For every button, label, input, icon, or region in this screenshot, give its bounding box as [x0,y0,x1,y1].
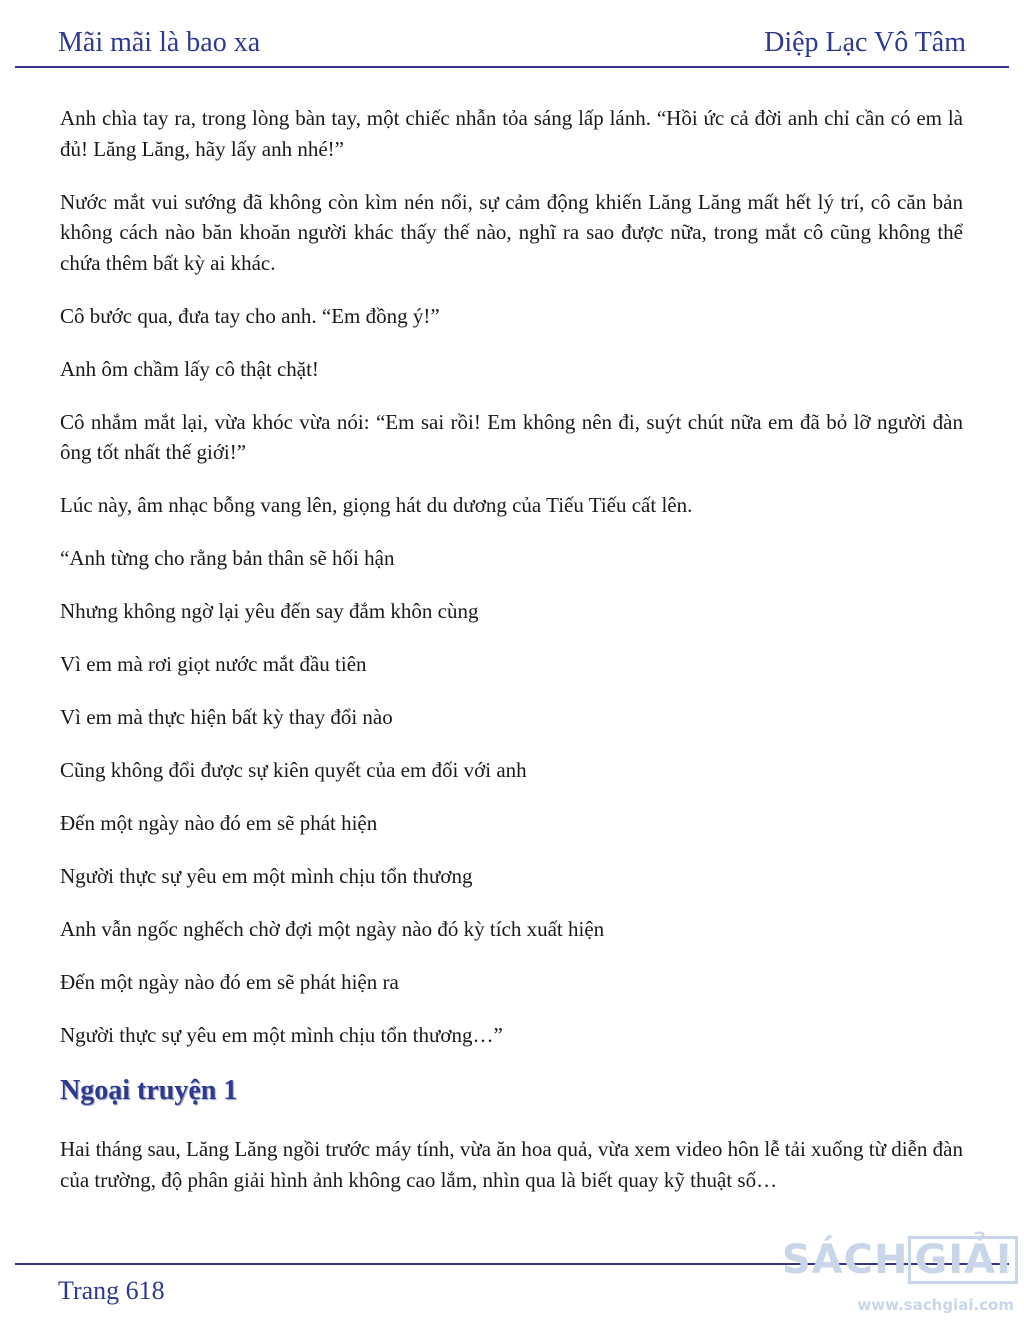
section-heading: Ngoại truyện 1 [60,1075,238,1106]
page-number: Trang 618 [58,1276,165,1305]
page-content [60,103,963,1218]
paragraph: Lúc này, âm nhạc bỗng vang lên, giọng hát du dương của Tiếu Tiếu cất lên. [60,493,693,517]
paragraph: Cô bước qua, đưa tay cho anh. “Em đồng ý!” [60,303,440,328]
paragraph: Nước mắt vui sướng đã không còn kìm nén nổi, sự cảm động khiến Lăng Lăng mất hết lý trí, cô căn bản không cách nào băn khoăn người khác thấy thế nào, nghĩ ra sao được nữa, trong mắt cô cũng không thể chứa thêm bất kỳ ai khác. [60,189,963,275]
lyric-line: Đến một ngày nào đó em sẽ phát hiện ra [60,970,399,994]
author-name: Diệp Lạc Vô Tâm [764,27,966,58]
watermark-logo-part1: SÁCH [781,1237,909,1283]
lyric-line: Người thực sự yêu em một mình chịu tổn thương…” [60,1023,503,1047]
lyric-line: “Anh từng cho rằng bản thân sẽ hối hận [60,546,395,570]
watermark-logo [781,1226,1018,1321]
lyric-line: Nhưng không ngờ lại yêu đến say đắm khôn cùng [60,599,479,623]
lyric-line: Vì em mà thực hiện bất kỳ thay đổi nào [60,705,393,729]
paragraph: Cô nhắm mắt lại, vừa khóc vừa nói: “Em sai rồi! Em không nên đi, suýt chút nữa em đã bỏ lỡ người đàn ông tốt nhất thế giới!” [60,409,963,464]
watermark-logo-text [782,1236,1018,1284]
lyric-line: Anh vẫn ngốc nghếch chờ đợi một ngày nào đó kỳ tích xuất hiện [60,917,605,941]
page-header [15,22,1009,68]
book-title: Mãi mãi là bao xa [58,27,261,58]
lyric-line: Người thực sự yêu em một mình chịu tổn thương [60,864,473,888]
lyric-line: Vì em mà rơi giọt nước mắt đầu tiên [60,652,367,676]
paragraph: Anh chìa tay ra, trong lòng bàn tay, một chiếc nhẫn tỏa sáng lấp lánh. “Hồi ức cả đời anh chỉ cần có em là đủ! Lăng Lăng, hãy lấy anh nhé!” [60,106,963,161]
lyric-line: Cũng không đổi được sự kiên quyết của em đối với anh [60,758,527,782]
lyric-line: Đến một ngày nào đó em sẽ phát hiện [60,811,378,835]
paragraph: Anh ôm chầm lấy cô thật chặt! [60,356,319,381]
paragraph: Hai tháng sau, Lăng Lăng ngồi trước máy tính, vừa ăn hoa quả, vừa xem video hôn lễ tải xuống từ diễn đàn của trường, độ phân giải hình ảnh không cao lắm, nhìn qua là biết quay kỹ thuật số… [60,1137,963,1192]
watermark-logo-part2: GIẢI [908,1236,1018,1284]
watermark-url: www.sachgiai.com [857,1296,1014,1314]
